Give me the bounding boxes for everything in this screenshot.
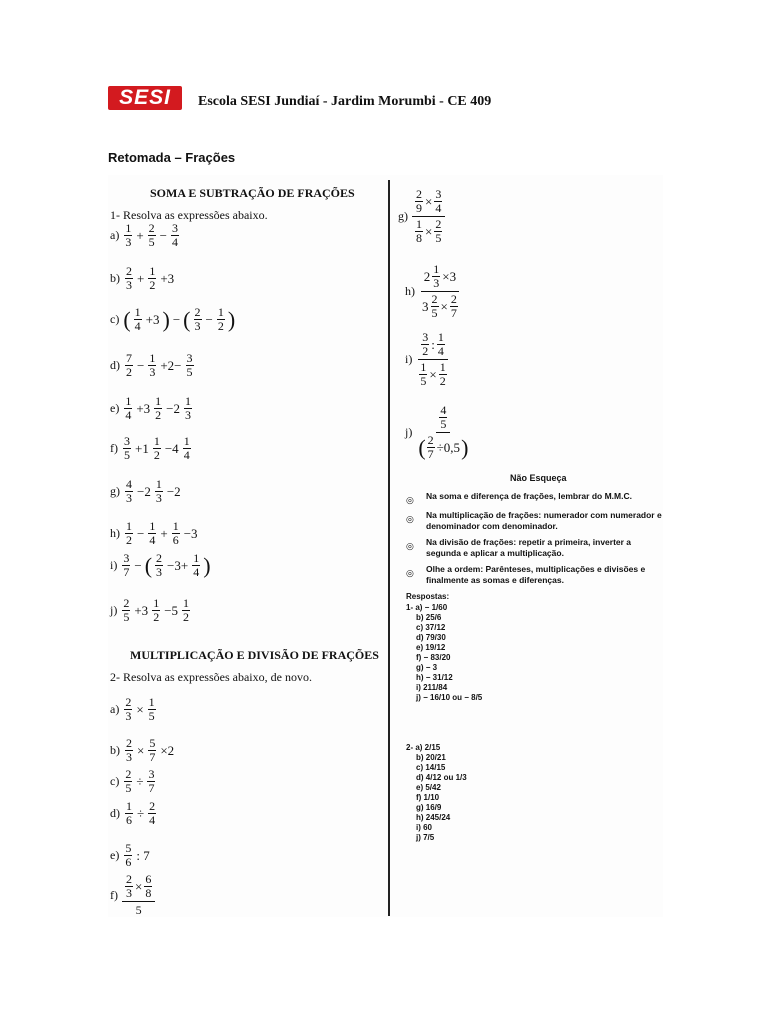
section1-title: SOMA E SUBTRAÇÃO DE FRAÇÕES bbox=[150, 186, 355, 200]
answers-title: Respostas: bbox=[406, 592, 450, 601]
answer-2d: d) 4/12 ou 1/3 bbox=[416, 773, 467, 782]
answer-2g: g) 16/9 bbox=[416, 803, 442, 812]
tip-bullet-1: ◎ bbox=[406, 496, 414, 506]
tip-bullet-2: ◎ bbox=[406, 515, 414, 525]
exercise-1i: i) 3 7 − ( 2 3 −3+ $\frac{1}{4}$ ) bbox=[110, 551, 211, 579]
section2-instruction: 2- Resolva as expressões abaixo, de novo. bbox=[110, 670, 312, 684]
exercise-1d: d) 7 2 − $\frac{1}{3}$ +2− $\frac{3}{5}$ bbox=[110, 351, 193, 379]
exercise-2i: i) 3 2 : 1 4 $\frac{1}{5}$ × $\frac{1}{2}$ bbox=[405, 330, 450, 389]
reminder-title: Não Esqueça bbox=[510, 473, 567, 483]
exercise-1a: a) 1 3 + $\frac{2}{5}$ − $\frac{3}{4}$ bbox=[110, 221, 179, 249]
exercise-2e: e) 5 6 : 7 bbox=[110, 841, 150, 869]
tip-2: Na multiplicação de frações: numerador com numerador e denominador com denominador. bbox=[426, 510, 662, 531]
exercise-2a: a) $\frac{2}{3}$ × $\frac{1}{5}$ bbox=[110, 695, 155, 723]
exercise-2h: h) 2 $\frac{1}{3}$ ×3 3 $\frac{2}{5}$ × $\frac{2}{7}$ bbox=[405, 262, 461, 321]
answers-part2 bbox=[406, 743, 467, 843]
column-divider bbox=[388, 180, 390, 916]
answer-1g: g) − 3 bbox=[416, 663, 438, 672]
tip-bullet-4: ◎ bbox=[406, 569, 414, 579]
tip-bullet-3: ◎ bbox=[406, 542, 414, 552]
sesi-logo bbox=[108, 86, 182, 110]
exercise-1g: g) 4 3 −2 1 3 −2 bbox=[110, 477, 181, 505]
answer-1f: f) − 83/20 bbox=[416, 653, 451, 662]
exercise-1f: f) 3 5 +1 1 2 −4 1 4 bbox=[110, 434, 190, 462]
answer-1b: b) 25/6 bbox=[416, 613, 442, 622]
exercise-1e: e) 1 4 +3 1 2 −2 1 3 bbox=[110, 394, 192, 422]
answer-1d: d) 79/30 bbox=[416, 633, 446, 642]
answer-1e: e) 19/12 bbox=[416, 643, 446, 652]
answer-1h: h) − 31/12 bbox=[416, 673, 453, 682]
section1-instruction: 1- Resolva as expressões abaixo. bbox=[110, 208, 268, 222]
exercise-2f: f) $\frac{2}{3}$ × $\frac{6}{8}$ 5 bbox=[110, 872, 155, 919]
answer-2j: j) 7/5 bbox=[416, 833, 435, 842]
school-name: Escola SESI Jundiaí - Jardim Morumbi - CE 409 bbox=[198, 94, 492, 109]
answer-2f: f) 1/10 bbox=[416, 793, 440, 802]
exercise-2d: d) $\frac{1}{6}$ ÷ $\frac{2}{4}$ bbox=[110, 799, 156, 827]
answer-2a: 2- a) 2/15 bbox=[406, 743, 441, 752]
section2-title: MULTIPLICAÇÃO E DIVISÃO DE FRAÇÕES bbox=[130, 648, 379, 662]
exercise-1h: h) 1 2 − $\frac{1}{4}$ + $\frac{1}{6}$ −3 bbox=[110, 519, 198, 547]
answer-2i: i) 60 bbox=[416, 823, 433, 832]
answer-1a: 1- a) − 1/60 bbox=[406, 603, 448, 612]
exercise-2j: j) 4 5 ( $\frac{2}{7}$ ÷0,5 ) bbox=[405, 403, 469, 461]
exercise-1b: b) 2 3 + $\frac{1}{2}$ +3 bbox=[110, 264, 175, 292]
exercise-1j: j) 2 5 +3 1 2 −5 1 2 bbox=[110, 596, 190, 624]
exercise-2b: b) $\frac{2}{3}$ × $\frac{5}{7}$ ×2 bbox=[110, 736, 175, 764]
answer-2b: b) 20/21 bbox=[416, 753, 446, 762]
logo-text: SESI bbox=[119, 86, 171, 109]
exercise-2c: c) $\frac{2}{5}$ ÷ $\frac{3}{7}$ bbox=[110, 767, 155, 795]
answers-part1 bbox=[406, 603, 482, 703]
exercise-2g: g) $\frac{2}{9}$ × $\frac{3}{4}$ $\frac{1}{8}$ × $\frac{2}{5}$ bbox=[398, 187, 445, 246]
tip-1: Na soma e diferença de frações, lembrar do M.M.C. bbox=[426, 491, 632, 501]
answer-1i: i) 211/84 bbox=[416, 683, 448, 692]
tip-4: Olhe a ordem: Parênteses, multiplicações e divisões e finalmente as somas e diferenças. bbox=[426, 564, 646, 585]
page-subtitle: Retomada – Frações bbox=[108, 150, 236, 165]
answer-2h: h) 245/24 bbox=[416, 813, 451, 822]
answer-1c: c) 37/12 bbox=[416, 623, 446, 632]
answer-1j: j) − 16/10 ou − 8/5 bbox=[416, 693, 483, 702]
exercise-1c: c) ( 1 4 +3 ) − ( 2 3 − $\frac{1}{2}$ ) bbox=[110, 305, 236, 333]
tip-3: Na divisão de frações: repetir a primeira, inverter a segunda e aplicar a multiplicação. bbox=[426, 537, 632, 558]
answer-2e: e) 5/42 bbox=[416, 783, 441, 792]
answer-2c: c) 14/15 bbox=[416, 763, 446, 772]
